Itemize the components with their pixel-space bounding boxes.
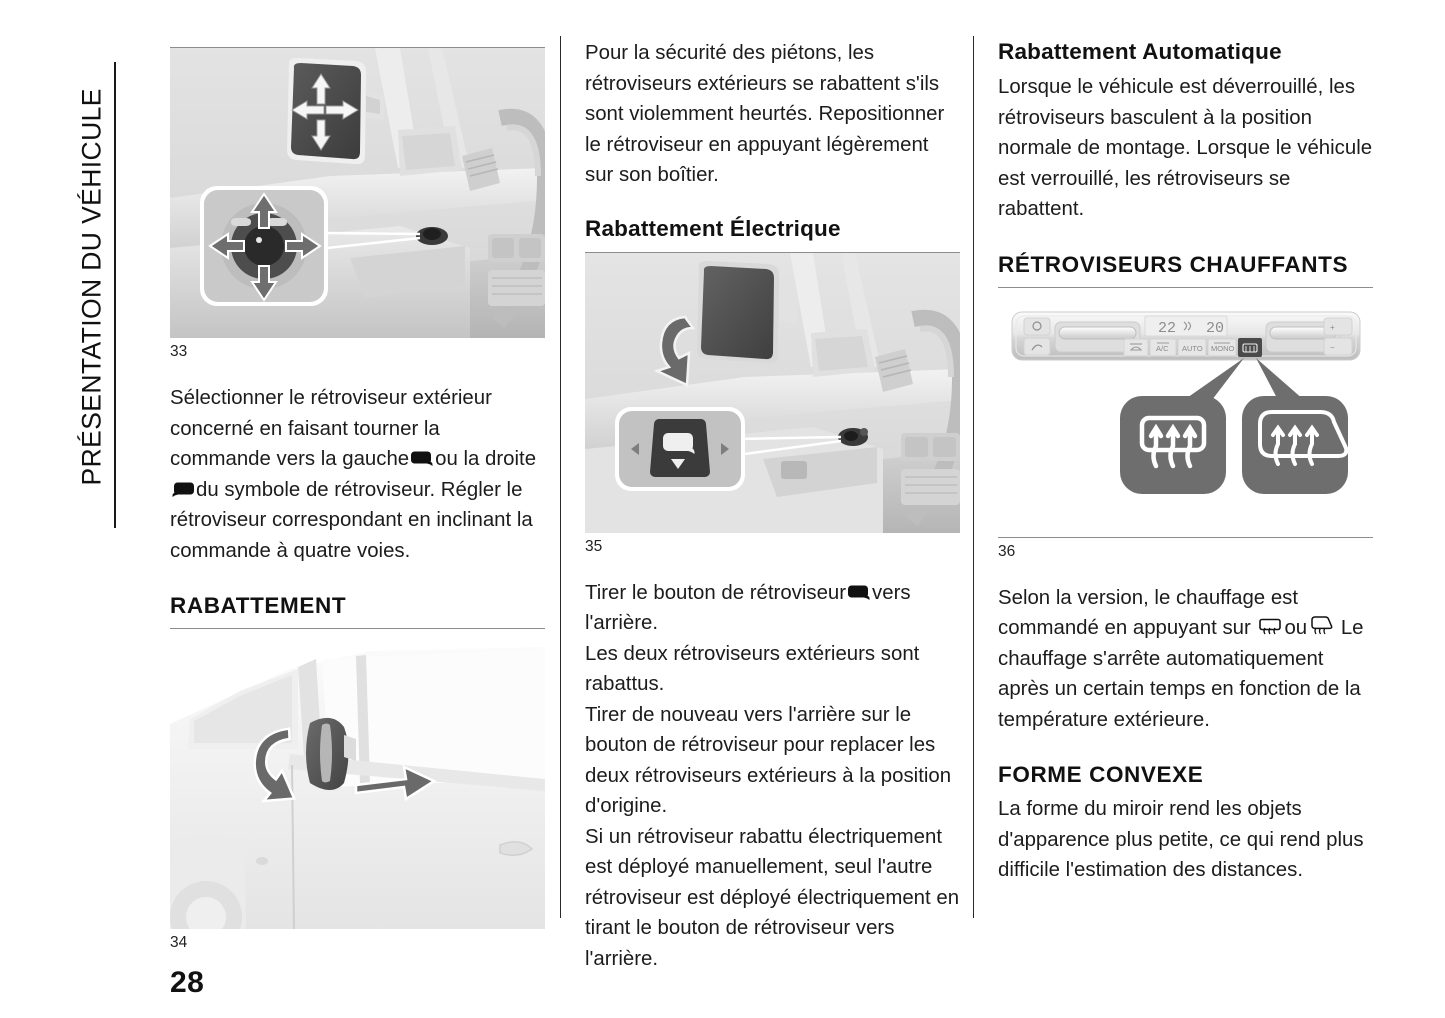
- column3-paragraph-3: La forme du miroir rend les objets d'apparence plus petite, ce qui rend plus difficile l'estimation des distances.: [998, 798, 1364, 881]
- column2-paragraph-3: Les deux rétroviseurs extérieurs sont rabattus.: [585, 642, 920, 695]
- chapter-tab-rule: [114, 62, 116, 528]
- figure-35: [585, 253, 960, 533]
- column3-paragraph-2: [998, 583, 1373, 736]
- column-divider-1: [560, 36, 561, 918]
- svg-text:−: −: [1330, 342, 1335, 352]
- mirror-right-icon: [172, 481, 194, 498]
- c3-p2-part3: Le chauffage s'arrête automatiquement après un certain temps en fonction de la température extérieure.: [998, 617, 1364, 731]
- column-1: [170, 38, 545, 952]
- c1-p1-part2: ou la droite: [435, 448, 537, 470]
- heading-retroviseurs-chauffants: RÉTROVISEURS CHAUFFANTS: [998, 251, 1349, 277]
- c1-p1-part1: Sélectionner le rétroviseur extérieur concerné en faisant tourner la commande vers la gauche: [170, 387, 492, 470]
- figure-35-number: 35: [585, 537, 603, 555]
- chapter-side-tab: [62, 30, 122, 500]
- column1-paragraph-1: [170, 383, 545, 566]
- figure-33: [170, 48, 545, 338]
- figure-36-number: 36: [998, 542, 1016, 560]
- c2-p2-part2: vers l'arrière.: [585, 581, 911, 634]
- column3-paragraph-1: Lorsque le véhicule est déverrouillé, les rétroviseurs basculent à la position normale de montage. Lorsque le véhicule est verrouillé, les rétroviseurs se rabattent.: [998, 76, 1373, 220]
- chapter-title: PRÉSENTATION DU VÉHICULE: [76, 88, 107, 486]
- svg-text:A/C: A/C: [1156, 343, 1169, 353]
- c2-p2-part1: Tirer le bouton de rétroviseur: [585, 581, 847, 604]
- figure-33-number: 33: [170, 343, 188, 360]
- heading-rabattement: RABATTEMENT: [170, 593, 347, 618]
- heading-rabattement-electrique: Rabattement Électrique: [585, 215, 841, 241]
- figure-34-number: 34: [170, 934, 188, 951]
- svg-text:MONO: MONO: [1211, 343, 1235, 353]
- figure-36-bottom-rule: [998, 537, 1373, 538]
- heading-rabattement-automatique: Rabattement Automatique: [998, 39, 1282, 64]
- column2-paragraph-2: [585, 578, 960, 639]
- c3-p2-part1: Selon la version, le chauffage est commandé en appuyant sur: [998, 586, 1299, 639]
- c1-p1-part3: du symbole de rétroviseur. Régler le rétroviseur correspondant en inclinant la commande à quatre voies.: [170, 478, 533, 562]
- column-3: [998, 38, 1373, 886]
- figure-34: [170, 629, 545, 929]
- mirror-left-icon: [411, 450, 433, 467]
- svg-text:AUTO: AUTO: [1182, 343, 1203, 353]
- heated-mirror-icon: [1309, 615, 1333, 636]
- column2-paragraph-5: Si un rétroviseur rabattu électriquement est déployé manuellement, seul l'autre rétroviseur est déployé électriquement en tirant le bouton de rétroviseur vers l'arrière.: [585, 825, 960, 970]
- page-number: 28: [170, 966, 205, 999]
- heading-forme-convexe: FORME CONVEXE: [998, 762, 1204, 787]
- hvac-right-temp: 20: [1206, 319, 1225, 337]
- rear-defroster-icon: [1258, 617, 1282, 636]
- column2-paragraph-1: Pour la sécurité des piétons, les rétroviseurs extérieurs se rabattent s'ils sont violemment heurtés. Repositionner le rétroviseur en appuyant légèrement sur son boîtier.: [585, 42, 945, 186]
- mirror-left-icon: [848, 584, 870, 601]
- svg-text:+: +: [1330, 322, 1335, 332]
- column-divider-2: [973, 36, 974, 918]
- figure-36: [998, 288, 1373, 528]
- column2-paragraph-4: Tirer de nouveau vers l'arrière sur le bouton de rétroviseur pour replacer les deux rétroviseurs extérieurs à la position d'origine.: [585, 703, 952, 817]
- column-2: [585, 38, 960, 974]
- c3-p2-part2: ou: [1284, 617, 1308, 639]
- hvac-left-temp: 22: [1158, 319, 1177, 337]
